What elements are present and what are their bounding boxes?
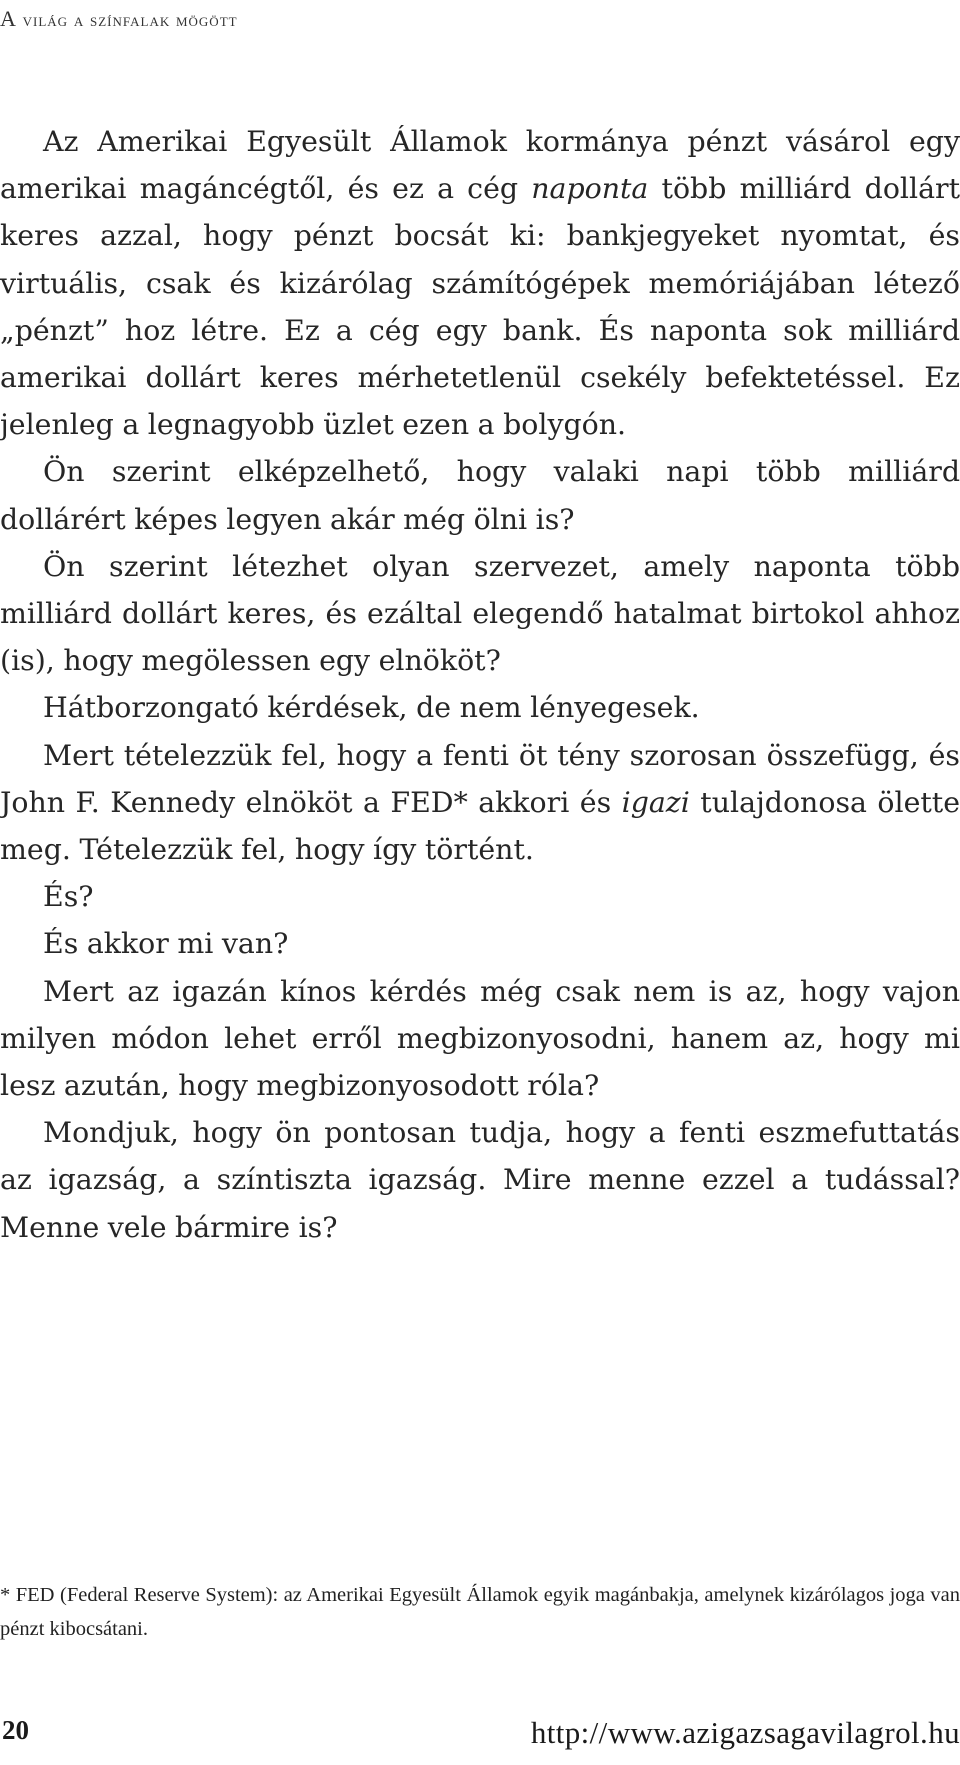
text-segment: több milliárd dollárt keres azzal, hogy pénzt bocsát ki: bankjegyeket nyomtat, és virtuális, csak és kizárólag számítógépek memóriájában létező „pénzt” hoz létre. Ez a cég egy bank. És naponta sok milliárd amerikai dollárt keres mérhetetlenül csekély befektetéssel. Ez jelenleg a legnagyobb üzlet ezen a bolygón. [0, 172, 960, 442]
text-segment: Mert az igazán kínos kérdés még csak nem is az, hogy vajon milyen módon lehet erről megbizonyosodni, hanem az, hogy mi lesz azután, hogy megbizonyosodott róla? [0, 974, 960, 1103]
text-segment: Ön szerint létezhet olyan szervezet, amely naponta több milliárd dollárt keres, és ezáltal elegendő hatalmat birtokol ahhoz (is), hogy megölessen egy elnököt? [0, 549, 960, 678]
running-header-initial: A [0, 6, 17, 31]
text-segment: Az Amerikai Egyesült Államok kormánya pénzt vásárol egy amerikai magáncégtől, és ez a cég [0, 125, 960, 206]
text-segment: tulajdonosa ölette meg. Tételezzük fel, hogy így történt. [0, 785, 960, 867]
paragraph [0, 684, 960, 731]
running-header-title: világ a színfalak mögött [22, 10, 238, 31]
paragraph [0, 920, 960, 967]
text-segment: Hátborzongató kérdések, de nem lényegesek. [43, 691, 700, 725]
text-segment: És? [43, 880, 94, 914]
paragraph [0, 1109, 960, 1251]
running-header [0, 6, 238, 32]
text-segment: És akkor mi van? [43, 927, 289, 961]
paragraph [0, 968, 960, 1110]
page-number: 20 [2, 1715, 29, 1745]
emphasis-text: igazi [621, 785, 690, 819]
text-segment: Mondjuk, hogy ön pontosan tudja, hogy a fenti eszmefuttatás az igazság, a színtiszta igazság. Mire menne ezzel a tudással? Menne vele bármire is? [0, 1116, 960, 1244]
website-url: http://www.azigazsagavilagrol.hu [530, 1715, 960, 1750]
text-segment: Ön szerint elképzelhető, hogy valaki napi több milliárd dollárért képes legyen akár még ölni is? [0, 455, 960, 536]
emphasis-text: naponta [531, 172, 649, 206]
paragraph [0, 118, 960, 448]
text-segment: Mert tételezzük fel, hogy a fenti öt tény szorosan összefügg, és John F. Kennedy elnököt a FED* akkori és [0, 738, 960, 819]
paragraph [0, 543, 960, 685]
page-footer [0, 1715, 960, 1755]
paragraph [0, 732, 960, 874]
footnote [0, 1578, 960, 1646]
footnote-text: * FED (Federal Reserve System): az Amerikai Egyesült Államok egyik magánbakja, amelynek kizárólagos joga van pénzt kibocsátani. [0, 1584, 960, 1640]
paragraph [0, 448, 960, 542]
main-text [0, 118, 960, 1251]
paragraph [0, 873, 960, 920]
